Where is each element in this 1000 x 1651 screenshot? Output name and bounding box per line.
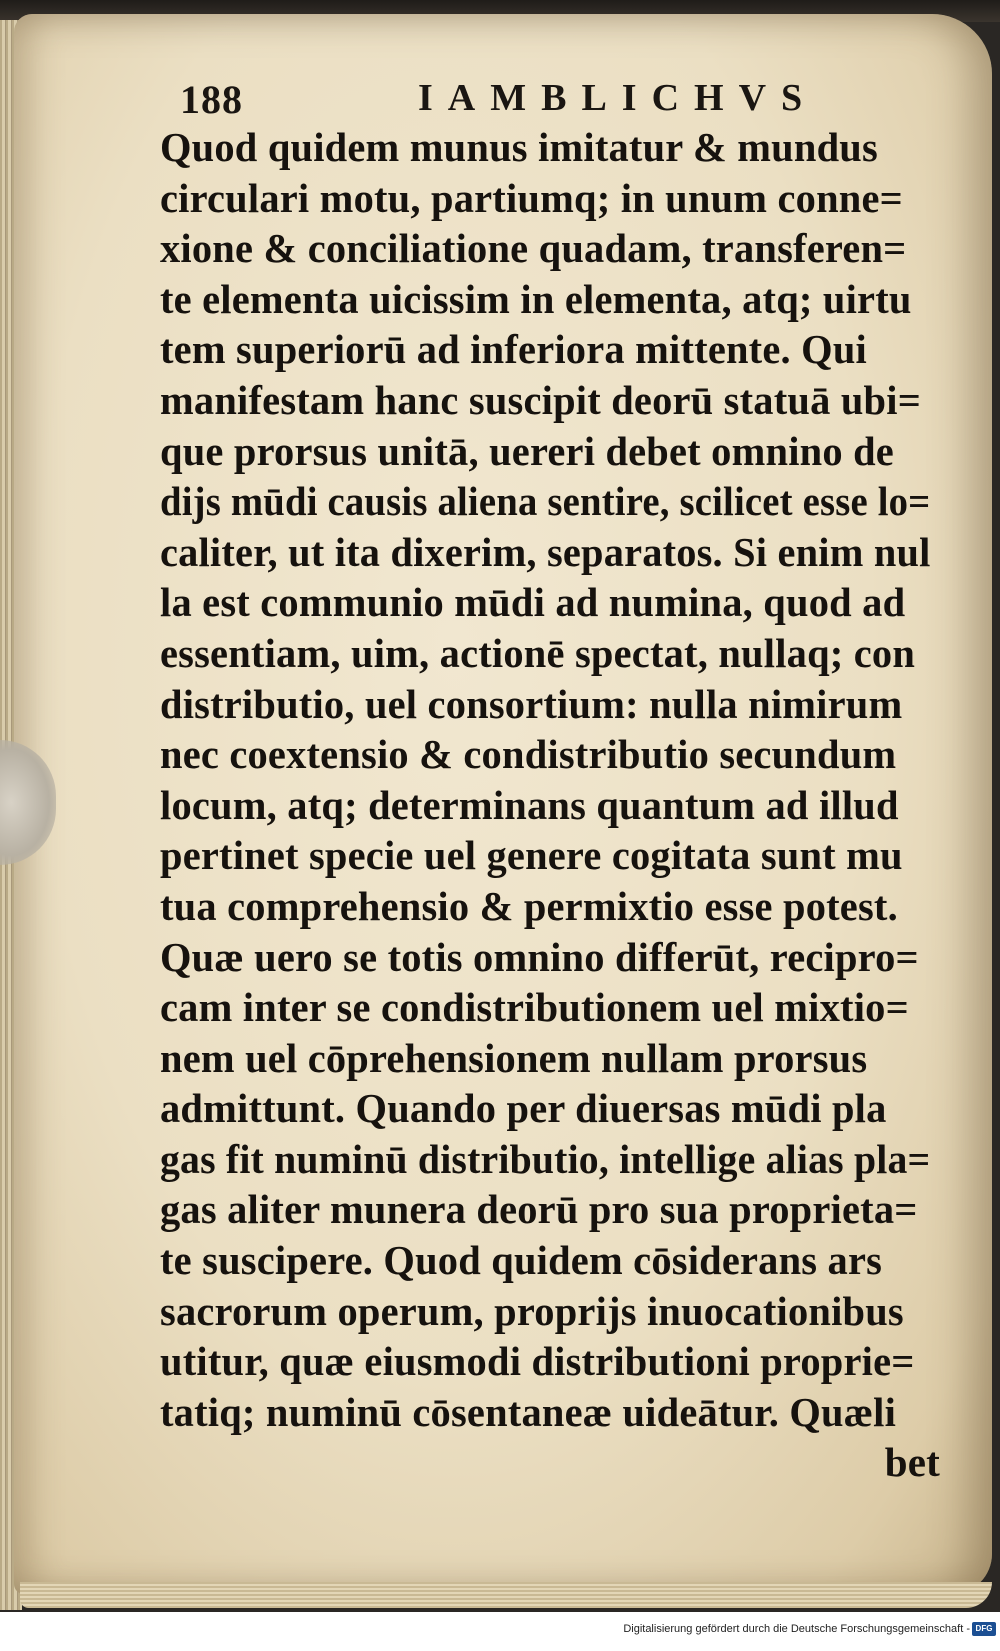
text-line: tua comprehensio & permixtio esse potest. xyxy=(160,882,898,929)
book-page-edges-bottom xyxy=(20,1582,992,1608)
text-line: que prorsus unitā, uereri debet omnino de xyxy=(160,427,894,474)
text-line: te elementa uicissim in elementa, atq; uirtu xyxy=(160,275,912,322)
text-line: Quæ uero se totis omnino differūt, recipro= xyxy=(160,933,919,980)
text-line: admittunt. Quando per diuersas mūdi pla xyxy=(160,1085,887,1132)
text-line: essentiam, uim, actionē spectat, nullaq; con xyxy=(160,629,916,676)
body-text xyxy=(160,122,940,1488)
text-line: bet xyxy=(884,1439,940,1486)
text-line: xione & conciliatione quadam, transferen= xyxy=(160,225,907,272)
text-line: tatiq; numinū cōsentaneæ uideātur. Quæli xyxy=(160,1388,897,1435)
text-line: circulari motu, partiumq; in unum conne= xyxy=(160,174,903,221)
dfg-logo: DFG xyxy=(972,1622,996,1636)
page-number: 188 xyxy=(180,77,243,122)
text-line: te suscipere. Quod quidem cōsiderans ars xyxy=(160,1237,883,1284)
text-line: pertinet specie uel genere cogitata sunt mu xyxy=(160,832,903,879)
text-line: caliter, ut ita dixerim, separatos. Si enim nul xyxy=(160,528,931,575)
page-header xyxy=(180,76,820,126)
footer-bar xyxy=(0,1612,1000,1651)
text-line: nem uel cōprehensionem nullam prorsus xyxy=(160,1034,868,1081)
text-line: utitur, quæ eiusmodi distributioni proprie= xyxy=(160,1338,915,1385)
text-line: sacrorum operum, proprijs inuocationibus xyxy=(160,1287,904,1334)
text-line: dijs mūdi causis aliena sentire, scilicet esse lo= xyxy=(160,478,931,525)
text-line: gas fit numinū distributio, intellige alias pla= xyxy=(160,1135,931,1182)
text-line: locum, atq; determinans quantum ad illud xyxy=(160,781,899,828)
text-line: manifestam hanc suscipit deorū statuā ubi= xyxy=(160,376,921,423)
text-line: gas aliter munera deorū pro sua proprieta= xyxy=(160,1186,918,1233)
running-head: IAMBLICHVS xyxy=(418,77,818,119)
digitization-credit: Digitalisierung gefördert durch die Deutsche Forschungsgemeinschaft - xyxy=(623,1623,970,1635)
text-line: tem superiorū ad inferiora mittente. Qui xyxy=(160,326,867,373)
text-line: la est communio mūdi ad numina, quod ad xyxy=(160,579,906,626)
text-line: Quod quidem munus imitatur & mundus xyxy=(160,124,878,170)
text-line: cam inter se condistributionem uel mixtio= xyxy=(160,984,909,1031)
text-line: distributio, uel consortium: nulla nimirum xyxy=(160,680,903,727)
text-line: nec coextensio & condistributio secundum xyxy=(160,731,897,778)
